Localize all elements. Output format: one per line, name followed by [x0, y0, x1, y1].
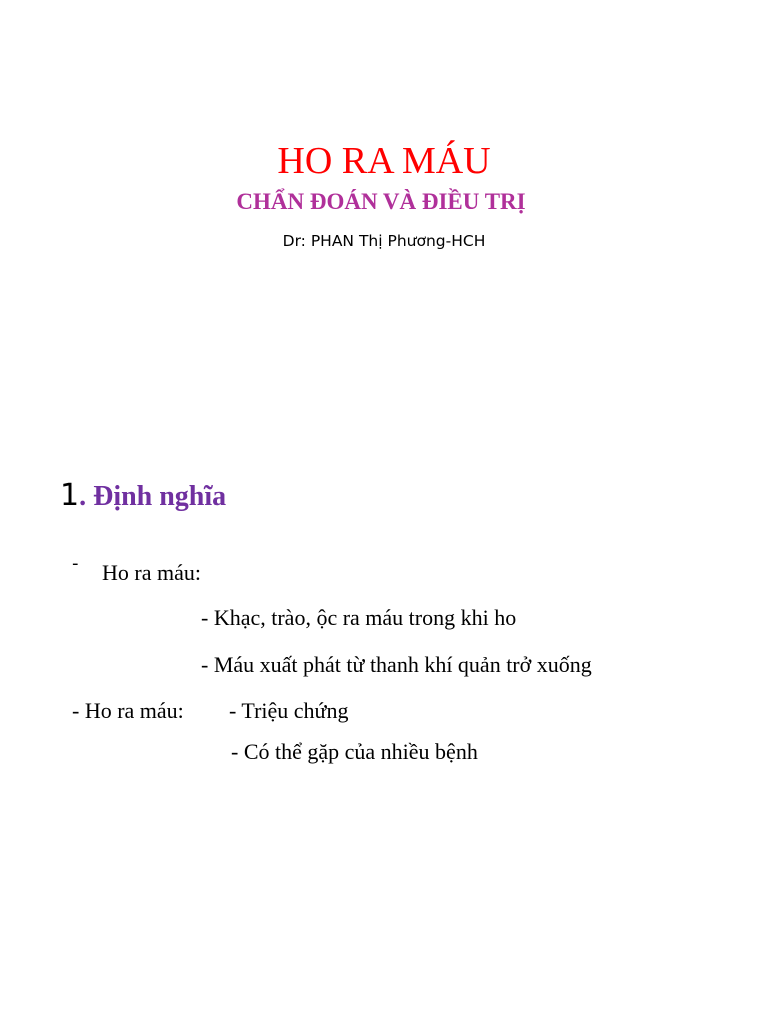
section-title: . Định nghĩa — [79, 481, 227, 512]
section-number: 1 — [60, 478, 80, 513]
summary-point-1: - Triệu chứng — [229, 698, 349, 723]
author-line: Dr: PHAN Thị Phương-HCH — [282, 232, 486, 250]
section-heading — [60, 478, 226, 513]
definition-point-2: - Máu xuất phát từ thanh khí quản trở xuống — [201, 652, 592, 677]
document-title: HO RA MÁU — [277, 140, 491, 182]
definition-point-1: - Khạc, trào, ộc ra máu trong khi ho — [201, 605, 517, 630]
summary-term: - Ho ra máu: — [72, 698, 184, 723]
bullet-dash: - — [72, 553, 79, 574]
summary-point-2: - Có thể gặp của nhiều bệnh — [231, 739, 478, 764]
document-subtitle: CHẨN ĐOÁN VÀ ĐIỀU TRỊ — [236, 189, 526, 214]
definition-term-line: Ho ra máu: — [102, 560, 201, 585]
